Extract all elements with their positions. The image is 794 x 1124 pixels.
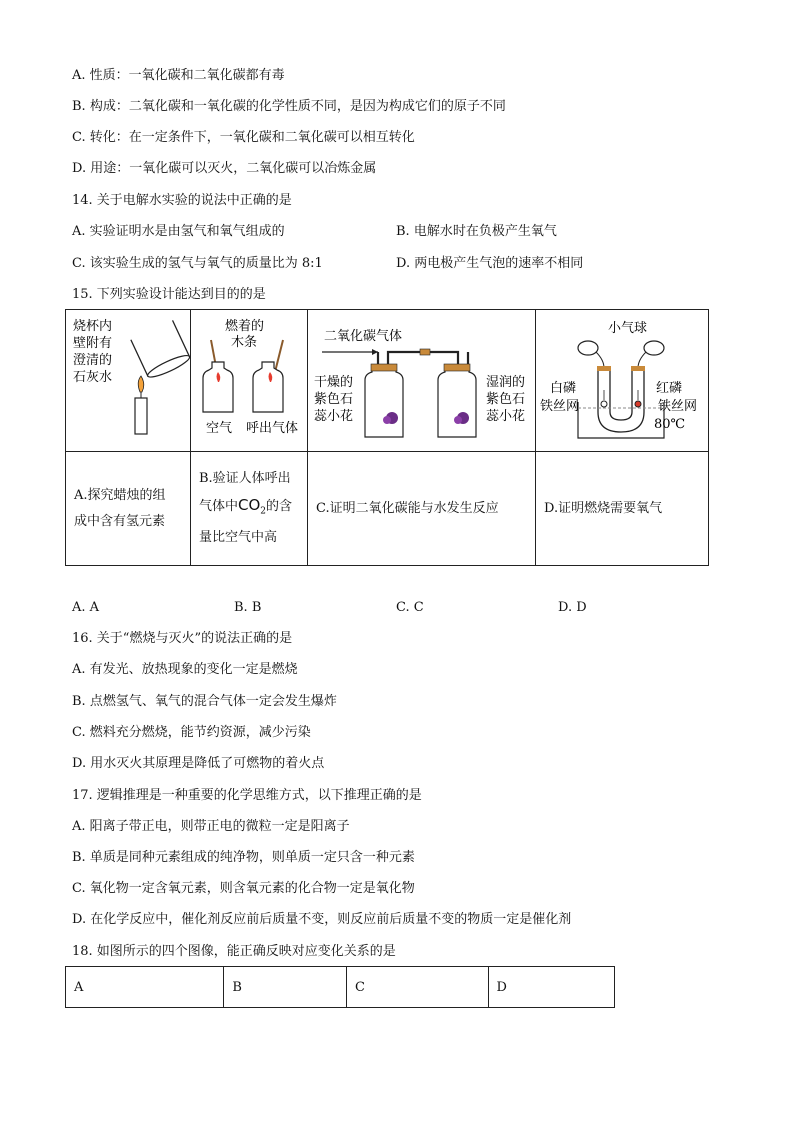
breath-bottles-figure xyxy=(191,310,307,447)
fig-b-bottle-2-label: 呼出气体 xyxy=(246,421,299,436)
fig-d-temp-label: 80℃ xyxy=(654,417,686,432)
fig-b-label-2: 木条 xyxy=(231,335,258,350)
fig-d-mesh-label-left: 铁丝网 xyxy=(540,399,580,414)
q15-experiment-table xyxy=(65,309,709,566)
bottle-wet xyxy=(438,366,476,437)
q15-figure-d-cell xyxy=(536,310,709,452)
fig-c-right-2: 紫色石 xyxy=(486,392,526,407)
q17-option-b: B. 单质是同种元素组成的纯净物，则单质一定只含一种元素 xyxy=(72,850,415,865)
q18-header-c: C xyxy=(347,967,488,1008)
fig-b-label-1: 燃着的 xyxy=(225,319,265,334)
q13-option-b: B. 构成：二氧化碳和一氧化碳的化学性质不同，是因为构成它们的原子不同 xyxy=(72,99,506,114)
fig-c-left-3: 蕊小花 xyxy=(314,409,354,424)
u-tube xyxy=(610,368,632,420)
balloon-left xyxy=(578,341,598,355)
q14-option-d: D. 两电极产生气泡的速率不相同 xyxy=(396,256,584,271)
fig-a-label-4: 石灰水 xyxy=(73,370,113,385)
q15-caption-c: C.证明二氧化碳能与水发生反应 xyxy=(308,452,536,566)
fig-d-mesh-label-right: 铁丝网 xyxy=(658,399,698,414)
q15-answer-d: D. D xyxy=(558,600,587,615)
q14-stem: 14. 关于电解水实验的说法中正确的是 xyxy=(72,193,292,208)
q17-option-c: C. 氧化物一定含氧元素，则含氧元素的化合物一定是氧化物 xyxy=(72,881,415,896)
fig-b-bottle-1-label: 空气 xyxy=(206,421,233,436)
q17-option-d: D. 在化学反应中，催化剂反应前后质量不变，则反应前后质量不变的物质一定是催化剂 xyxy=(72,912,572,927)
q15-answer-b: B. B xyxy=(234,600,262,615)
co2-flower-figure xyxy=(308,310,535,447)
q15-answer-c: C. C xyxy=(396,600,424,615)
fig-d-white-p-label: 白磷 xyxy=(550,381,577,396)
q15-figure-c-cell xyxy=(308,310,536,452)
q15-stem: 15. 下列实验设计能达到目的的是 xyxy=(72,287,266,302)
q18-header-d: D xyxy=(488,967,614,1008)
white-phosphorus xyxy=(601,401,607,407)
candle-beaker-figure xyxy=(66,310,190,447)
bottle-dry xyxy=(365,366,403,437)
q15-caption-a: A.探究蜡烛的组 成中含有氢元素 xyxy=(66,452,191,566)
q15-caption-b: B.验证人体呼出 气体中$CO_2$的含 量比空气中高 xyxy=(191,452,308,566)
q17-option-a: A. 阳离子带正电，则带正电的微粒一定是阳离子 xyxy=(72,819,350,834)
balloon-right xyxy=(644,341,664,355)
q16-option-c: C. 燃料充分燃烧，能节约资源，减少污染 xyxy=(72,725,311,740)
q18-header-a: A xyxy=(66,967,224,1008)
q13-option-a: A. 性质：一氧化碳和二氧化碳都有毒 xyxy=(72,68,285,83)
fig-d-red-p-label: 红磷 xyxy=(656,381,683,396)
q14-option-a: A. 实验证明水是由氢气和氧气组成的 xyxy=(72,224,285,239)
q15-answer-a: A. A xyxy=(72,600,100,615)
fig-c-gas-label: 二氧化碳气体 xyxy=(324,329,403,344)
q14-option-b: B. 电解水时在负极产生氧气 xyxy=(396,224,557,239)
bottle-exhaled xyxy=(253,362,283,412)
q18-header-b: B xyxy=(224,967,347,1008)
fig-a-label-2: 壁附有 xyxy=(73,336,113,351)
fig-c-right-3: 蕊小花 xyxy=(486,409,526,424)
fig-c-right-1: 湿润的 xyxy=(486,375,526,390)
q18-graph-table xyxy=(65,966,615,1008)
q13-option-d: D. 用途：一氧化碳可以灭火，二氧化碳可以冶炼金属 xyxy=(72,161,377,176)
q16-option-b: B. 点燃氢气、氧气的混合气体一定会发生爆炸 xyxy=(72,694,337,709)
q14-option-c: C. 该实验生成的氢气与氧气的质量比为 8:1 xyxy=(72,256,323,271)
q16-stem: 16. 关于“燃烧与灭火”的说法正确的是 xyxy=(72,631,293,646)
bottle-air xyxy=(203,362,233,412)
stick-2 xyxy=(275,340,283,372)
q13-option-c: C. 转化：在一定条件下，一氧化碳和二氧化碳可以相互转化 xyxy=(72,130,415,145)
q17-stem: 17. 逻辑推理是一种重要的化学思维方式，以下推理正确的是 xyxy=(72,788,422,803)
q15-figure-b-cell xyxy=(191,310,308,452)
q18-stem: 18. 如图所示的四个图像，能正确反映对应变化关系的是 xyxy=(72,944,396,959)
fig-a-label-1: 烧杯内 xyxy=(73,319,113,334)
candle xyxy=(135,398,147,434)
candle-flame xyxy=(138,376,144,392)
inverted-beaker xyxy=(131,320,190,380)
q16-option-d: D. 用水灭火其原理是降低了可燃物的着火点 xyxy=(72,756,325,771)
red-phosphorus xyxy=(635,401,641,407)
q16-option-a: A. 有发光、放热现象的变化一定是燃烧 xyxy=(72,662,298,677)
fig-a-label-3: 澄清的 xyxy=(73,353,113,368)
phosphorus-u-tube-figure xyxy=(536,310,708,447)
fig-c-left-1: 干燥的 xyxy=(314,375,354,390)
q15-caption-d: D.证明燃烧需要氧气 xyxy=(536,452,709,566)
q15-figure-a-cell xyxy=(66,310,191,452)
fig-c-left-2: 紫色石 xyxy=(314,392,354,407)
fig-d-balloon-label: 小气球 xyxy=(608,321,648,336)
